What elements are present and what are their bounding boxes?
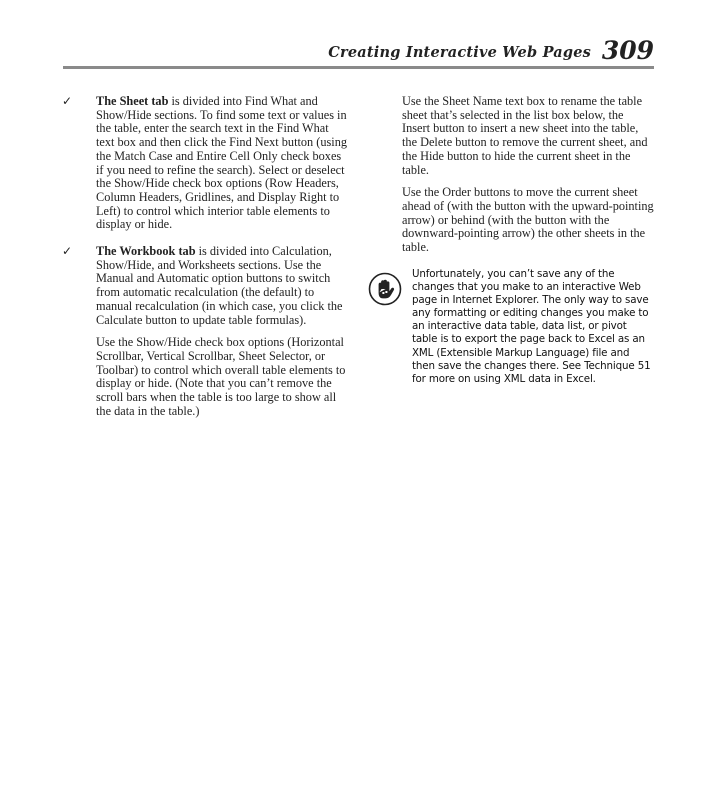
body-paragraph: Use the Order buttons to move the current sheet ahead of (with the button with the upward-pointing arrow) or behind (with the button with the downward-pointing arrow) the other sheets in the table.	[402, 185, 654, 255]
tip-text: Unfortunately, you can’t save any of the changes that you make to an interactive Web page in Internet Explorer. The only way to save any formatting or editing changes you make to an interactive data table, data list, or pivot table is to export the page back to Excel as an XML (Extensible Markup Language) file and then save the changes there. See Technique 51 for more on using XML data in Excel.	[412, 268, 651, 385]
header-rule	[63, 66, 654, 69]
hand-warning-icon	[368, 272, 402, 306]
running-header-title: Creating Interactive Web Pages	[328, 44, 591, 61]
bullet-continuation-paragraph: Use the Show/Hide check box options (Horizontal Scrollbar, Vertical Scrollbar, Sheet Selector, or Toolbar) to control which overall table elements to display or hide. (Note that you can’t remove the scroll bars when the table is too large to show all the data in the table.)	[96, 335, 346, 418]
body-paragraph: Use the Sheet Name text box to rename the table sheet that’s selected in the list box below, the Insert button to insert a new sheet into the table, the Delete button to remove the current sheet, and the Hide button to hide the current sheet in the table.	[402, 94, 648, 177]
checkmark-bullet-icon: ✓	[62, 244, 73, 259]
bullet-text: is divided into Find What and Show/Hide sections. To find some text or values in the table, enter the search text in the Find What text box and then click the Find Next button (using the Match Case and Entire Cell Only check boxes if you need to refine the search). Select or deselect the Show/Hide check box options (Row Headers, Column Headers, Gridlines, and Display Right to Left) to control which interior table elements to display or hide.	[96, 94, 348, 232]
bullet-paragraph	[96, 95, 348, 232]
checkmark-bullet-icon: ✓	[62, 94, 73, 108]
page-number: 309	[601, 36, 654, 65]
bullet-item-workbook-tab	[62, 244, 348, 418]
bullet-term: The Sheet tab	[96, 94, 169, 108]
bullet-item-sheet-tab	[62, 94, 348, 232]
bullet-text: is divided into Calculation, Show/Hide, and Worksheets sections. Use the Manual and Automatic option buttons to switch from automatic recalculation (the default) to manual recalculation (in which case, you click the Calculate button to update table formulas).	[96, 244, 343, 327]
left-column	[62, 94, 348, 427]
bullet-paragraph	[96, 245, 348, 327]
right-column	[402, 95, 654, 264]
bullet-term: The Workbook tab	[96, 244, 196, 259]
